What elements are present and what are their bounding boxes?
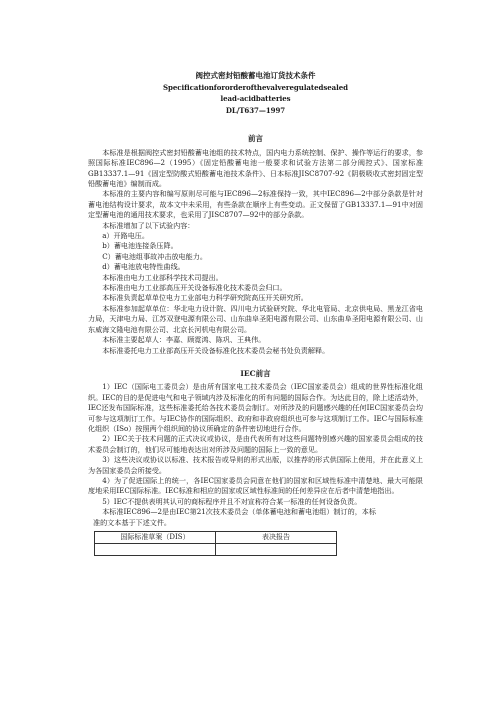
table-row <box>95 532 337 544</box>
foreword-paragraph: 本标准委托电力工业部高压开关设备标准化技术委员会秘书处负责解释。 <box>102 345 330 355</box>
table-header-vote-report: 表决报告 <box>216 532 337 544</box>
foreword-paragraph: 本标准的主要内容和编写原则尽可能与IEC896—2标准保持一致，其中IEC896—2中部分条款是针对蓄电池结构设计要求，故本文中未采用，有些条款在顺序上有些变动。正文保留了GB13337.1—91中对固定型蓄电池的通用技术要求，也采用了JISC8707—92中的部分条款。 <box>88 189 423 220</box>
foreword-list-item: a）开路电压。 <box>102 231 149 241</box>
foreword-paragraph: 本标准主要起草人：李嘉、顾霓鸿、陈巩、王典伟。 <box>102 335 266 345</box>
title-english-line1: Specificationfororderofthevalveregulatedsealed <box>163 82 348 92</box>
foreword-heading: 前言 <box>248 134 263 144</box>
iec-paragraph: 3）这些决议或协议以标准、技术报告或导则的形式出版，以推荐的形式供国际上使用，并在此意义上为各国家委员会所接受。 <box>88 455 423 475</box>
foreword-paragraph: 本标准由电力工业部高压开关设备标准化技术委员会归口。 <box>102 283 287 293</box>
foreword-paragraph: 本标准负责起草单位电力工业部电力科学研究院高压开关研究所。 <box>102 293 308 303</box>
table-cell <box>216 544 337 556</box>
foreword-paragraph: 本标准增加了以下试验内容： <box>102 220 195 230</box>
foreword-paragraph: 本标准参加起草单位：华北电力设计院、四川电力试验研究院、华北电管局、北京供电局、黑龙江省电力局，天津电力局、江苏双登电源有限公司、山东曲阜圣阳电源有限公司、山东曲阜圣阳电源有限公司、山东威海文隆电池有限公司、北京长河机电有限公司。 <box>88 303 423 334</box>
iec-paragraph: 2）IEC关于技术问题的正式决议或协议，是由代表所有对这些问题特别感兴趣的国家委员会组成的技术委员会制订的，他们尽可能地表达出对所涉及问题的国际上一致的意见。 <box>88 434 423 454</box>
iec-last-paragraph-line2: 准的文本基于下述文件。 <box>93 517 172 527</box>
iec-paragraph: 1）IEC（国际电工委员会）是由所有国家电工技术委员会（IEC国家委员会）组成的世界性标准化组织。IEC的目的是促进电气和电子领域内涉及标准化的所有问题的国际合作。为达此目的，除上述活动外，IEC还发布国际标准，这些标准委托给各技术委员会制订。对所涉及的问题感兴趣的任何IEC国家委员会均可参与这项制订工作。与IEC协作的国际组织、政府和非政府组织也可参与这项制订工作。IEC与国际标准化组织（ISo）按照两个组织间的协议所确定的条件密切地进行合作。 <box>88 382 423 433</box>
table-row <box>95 544 337 556</box>
title-english-line2: lead-acidbatteries <box>220 94 291 104</box>
document-table <box>94 531 337 556</box>
standard-code: DL/T637—1997 <box>225 105 286 115</box>
table-header-dis: 国际标准草案（DIS） <box>95 532 216 544</box>
foreword-list-item: d）蓄电池放电特性曲线。 <box>102 262 185 272</box>
iec-last-paragraph-line1: 本标准IEC896—2是由IEC第21次技术委员会（单体蓄电池和蓄电池组）制订的，本标 <box>102 507 376 517</box>
foreword-paragraph: 本标准是根据阀控式密封铅酸蓄电池组的技术特点，国内电力系统控制、保护、操作等运行的要求，参照国际标准IEC896—2（1995）《固定铅酸蓄电池一般要求和试验方法第二部分阀控式》、国家标准GB13337.1—91《固定型防酸式铅酸蓄电池技术条件》、日本标准JISC8707-92《阴极吸收式密封固定型铅酸蓄电池》编制而成。 <box>88 147 423 188</box>
title-chinese: 阀控式密封铅酸蓄电池订货技术条件 <box>195 71 316 80</box>
iec-foreword-heading: IEC前言 <box>240 368 271 378</box>
title-block <box>88 70 423 116</box>
foreword-list-item: b）蓄电池连接条压降。 <box>102 241 178 251</box>
iec-paragraph: 4）为了促进国际上的统一，各IEC国家委员会同意在他们的国家和区域性标准中清楚地、最大可能限度地采用IEC国际标准。IEC标准和相应的国家或区域性标准间的任何差异应在后者中清楚地指出。 <box>88 475 423 496</box>
foreword-list-item: C）蓄电池组事故冲击放电能力。 <box>102 251 207 261</box>
iec-paragraph: 5）IEC不提供表明其认可的商标程序并且不对宣称符合某一标准的任何设备负责。 <box>102 496 362 506</box>
foreword-paragraph: 本标准由电力工业部科学技术司提出。 <box>102 272 223 282</box>
table-cell <box>95 544 216 556</box>
document-page <box>88 70 423 556</box>
